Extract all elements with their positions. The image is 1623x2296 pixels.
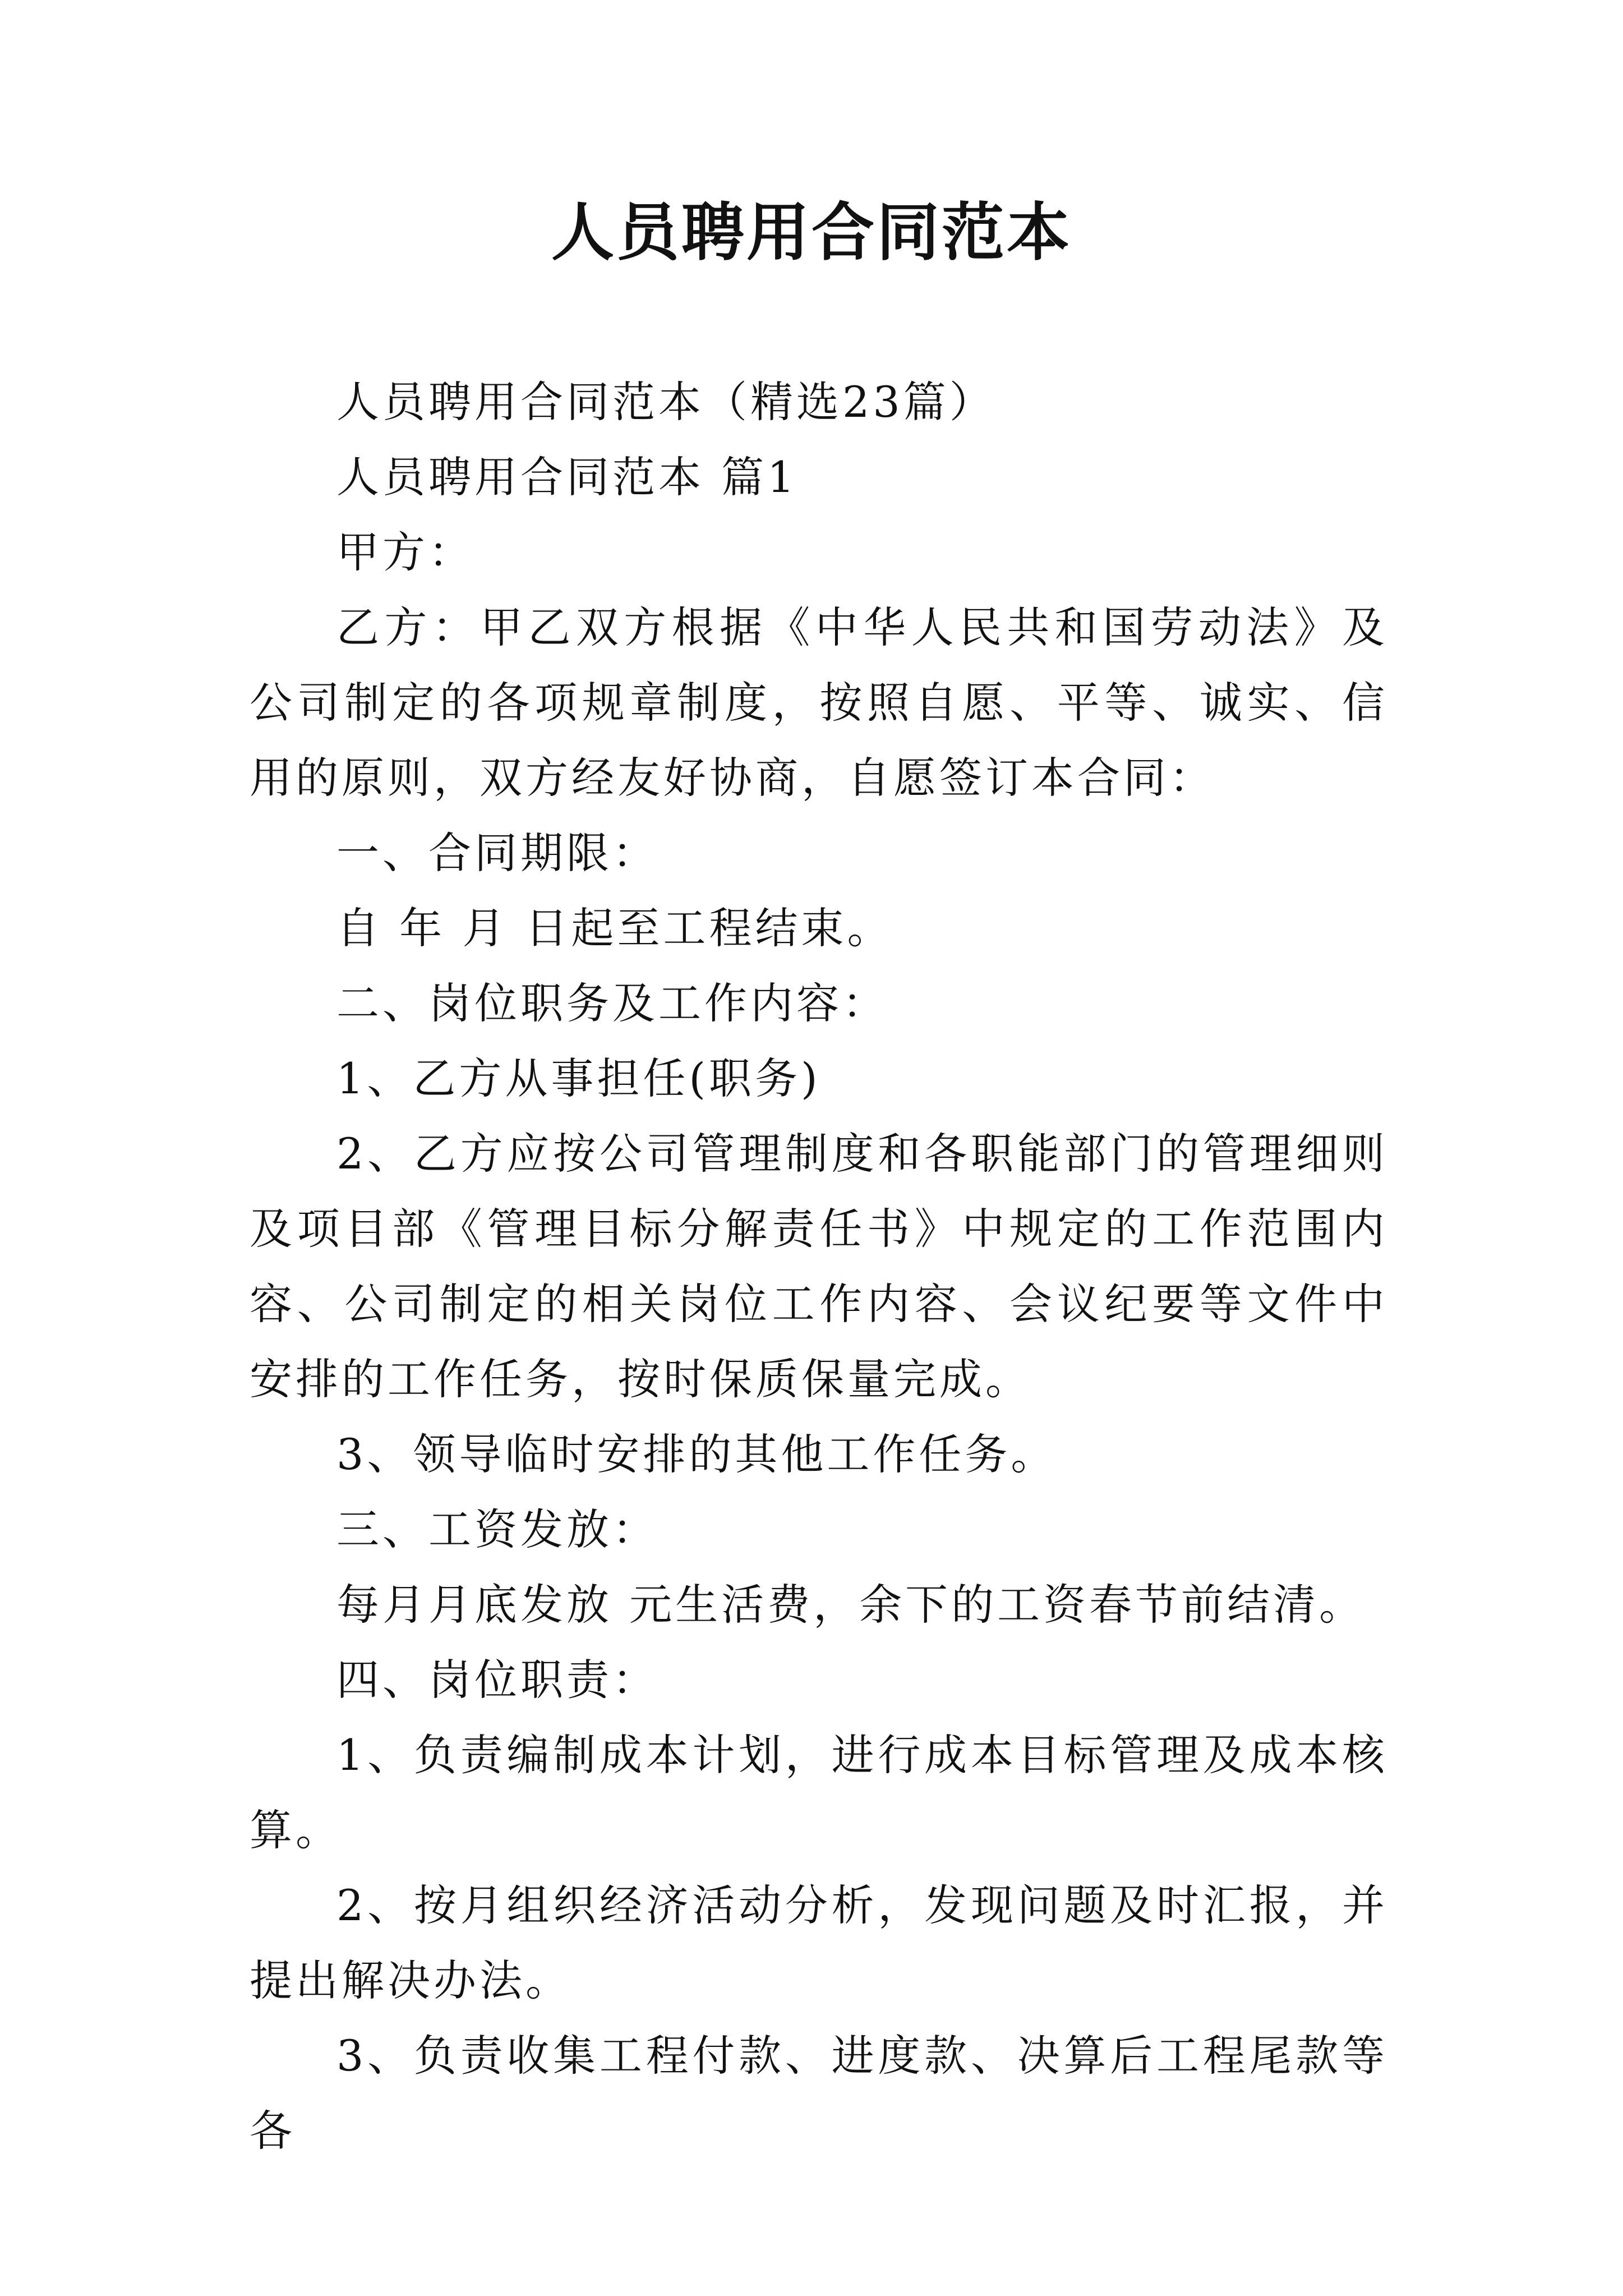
paragraph-job-heading: 二、岗位职务及工作内容： <box>336 978 888 1028</box>
paragraph-subtitle: 人员聘用合同范本（精选23篇） <box>336 377 995 427</box>
paragraph-contract-term: 自 年 月 日起至工程结束。 <box>336 903 893 953</box>
paragraph-job-item-2: 2、乙方应按公司管理制度和各职能部门的管理细则及项目部《管理目标分解责任书》中规定的工作范围内容、公司制定的相关岗位工作内容、会议纪要等文件中安排的工作任务，按时保质保量完成。 <box>250 1129 1388 1404</box>
document-title: 人员聘用合同范本 <box>551 196 1072 269</box>
paragraph-duty-2: 2、按月组织经济活动分析，发现问题及时汇报，并提出解决办法。 <box>250 1880 1388 2005</box>
paragraph-salary: 每月月底发放 元生活费，余下的工资春节前结清。 <box>336 1580 1366 1630</box>
paragraph-job-item-1: 1、乙方从事担任(职务) <box>336 1053 821 1103</box>
paragraph-party-b: 乙方：甲乙双方根据《中华人民共和国劳动法》及公司制定的各项规章制度，按照自愿、平等、诚实、信用的原则，双方经友好协商，自愿签订本合同： <box>250 602 1388 803</box>
paragraph-party-a: 甲方： <box>336 527 474 577</box>
paragraph-section-heading: 人员聘用合同范本 篇1 <box>336 452 798 502</box>
paragraph-duties-heading: 四、岗位职责： <box>336 1655 658 1705</box>
paragraph-job-item-3: 3、领导临时安排的其他工作任务。 <box>336 1429 1057 1479</box>
paragraph-contract-term-heading: 一、合同期限： <box>336 828 658 878</box>
paragraph-salary-heading: 三、工资发放： <box>336 1504 658 1554</box>
paragraph-duty-3: 3、负责收集工程付款、进度款、决算后工程尾款等各 <box>250 2031 1388 2156</box>
document-body <box>250 365 1388 2169</box>
paragraph-duty-1: 1、负责编制成本计划，进行成本目标管理及成本核算。 <box>250 1730 1388 1855</box>
